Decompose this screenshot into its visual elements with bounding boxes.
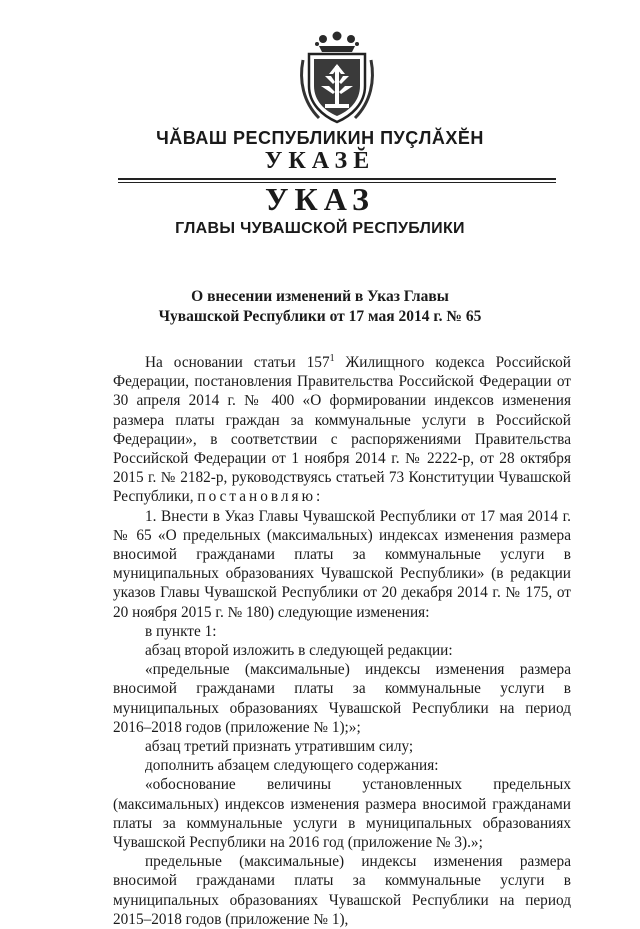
- paragraph-preamble: [113, 353, 571, 507]
- preamble-decree-word: постановляю:: [197, 488, 324, 506]
- document-body: [113, 353, 571, 929]
- header-divider: [118, 178, 556, 180]
- paragraph-point-1: в пункте 1:: [145, 622, 217, 640]
- article-superscript: 1: [329, 352, 335, 364]
- preamble-rest: Жилищного кодекса Российской Федерации, постановления Правительства Российской Федерации от 30 апреля 2014 г. № 400 «О формировании индексов изменения размера платы граждан за коммунальные услуги в Российской Федерации», в соответствии с распоряжениями Правительства Российской Федерации от 1 ноября 2014 г. № 2222-р, от 28 октября 2015 г. № 2182-р, руководствуясь статьей 73 Конституции Чувашской Республики,: [113, 354, 571, 506]
- paragraph-item-1: 1. Внести в Указ Главы Чувашской Республики от 17 мая 2014 г. № 65 «О предельных (максимальных) индексах изменения размера вносимой гражданами платы за коммунальные услуги в муниципальных образованиях Чувашской Республики» (в редакции указов Главы Чувашской Республики от 20 декабря 2014 г. № 175, от 20 ноября 2015 г. № 180) следующие изменения:: [113, 507, 571, 621]
- document-title-line-2: Чувашской Республики от 17 мая 2014 г. № 65: [158, 308, 482, 325]
- document-title: [0, 287, 640, 327]
- paragraph-quote-1: «предельные (максимальные) индексы изменения размера вносимой гражданами платы за коммунальные услуги в муниципальных образованиях Чувашской Республики на период 2016–2018 годов (приложение № 1);»;: [113, 661, 571, 736]
- paragraph-abzac-2: абзац второй изложить в следующей редакции:: [145, 642, 453, 660]
- chuvash-ukaz-heading: УКАЗĔ: [264, 148, 376, 174]
- paragraph-indices: предельные (максимальные) индексы изменения размера вносимой гражданами платы за коммунальные услуги в муниципальных образованиях Чувашской Республики на период 2015–2018 годов (приложение № 1),: [113, 853, 571, 928]
- russian-subheading: ГЛАВЫ ЧУВАШСКОЙ РЕСПУБЛИКИ: [175, 220, 465, 237]
- document-title-line-1: О внесении изменений в Указ Главы: [191, 288, 449, 305]
- coat-of-arms-emblem: [295, 30, 379, 126]
- paragraph-add: дополнить абзацем следующего содержания:: [145, 757, 439, 775]
- chuvash-header-line: ЧĂВАШ РЕСПУБЛИКИН ПУÇЛĂХĔН: [156, 128, 484, 148]
- russian-ukaz-heading: УКАЗ: [265, 181, 375, 217]
- preamble-start: На основании статьи 157: [145, 354, 330, 371]
- paragraph-abzac-3: абзац третий признать утратившим силу;: [145, 738, 414, 756]
- paragraph-quote-2: «обоснование величины установленных предельных (максимальных) индексов изменения размера вносимой гражданами платы за коммунальные услуги в муниципальных образованиях Чувашской Республики на 2016 год (приложение № 3).»;: [113, 776, 571, 852]
